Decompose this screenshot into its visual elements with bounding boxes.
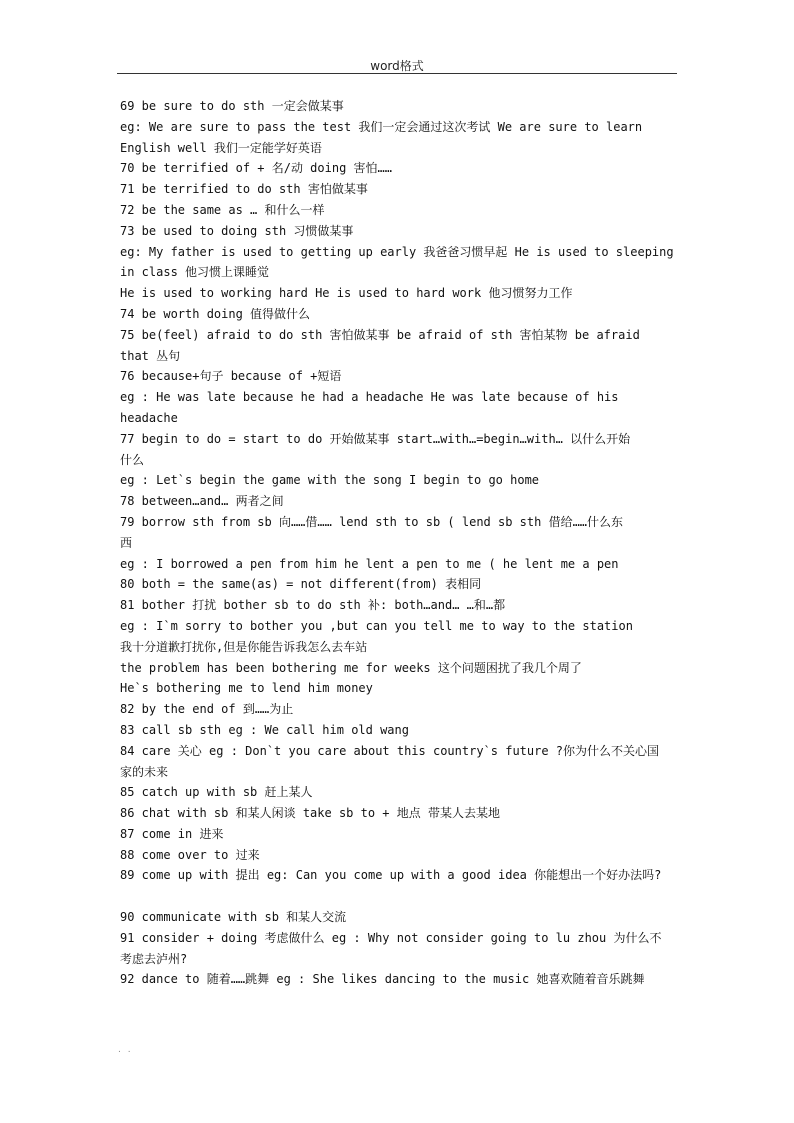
text-line: the problem has been bothering me for weeks 这个问题困扰了我几个周了 bbox=[120, 660, 582, 675]
text-line: 91 consider + doing 考虑做什么 eg : Why not consider going to lu zhou 为什么不 bbox=[120, 930, 662, 945]
text-line: 我十分道歉打扰你,但是你能告诉我怎么去车站 bbox=[120, 639, 368, 654]
text-line: 87 come in 进来 bbox=[120, 826, 224, 841]
text-line: eg: My father is used to getting up early 我爸爸习惯早起 He is used to sleeping bbox=[120, 244, 674, 259]
text-line: 83 call sb sth eg : We call him old wang bbox=[120, 722, 409, 737]
text-line: eg : He was late because he had a headache He was late because of his bbox=[120, 390, 619, 405]
text-line: 89 come up with 提出 eg: Can you come up with a good idea 你能想出一个好办法吗? bbox=[120, 868, 662, 883]
document-body bbox=[120, 96, 686, 990]
header-divider bbox=[117, 73, 677, 74]
text-line: 74 be worth doing 值得做什么 bbox=[120, 306, 311, 321]
text-line: 71 be terrified to do sth 害怕做某事 bbox=[120, 182, 368, 197]
text-line: English well 我们一定能学好英语 bbox=[120, 140, 322, 155]
text-line: 72 be the same as … 和什么一样 bbox=[120, 202, 325, 217]
blank-line bbox=[120, 886, 686, 907]
text-line: 70 be terrified of + 名/动 doing 害怕…… bbox=[120, 161, 392, 176]
text-line: He`s bothering me to lend him money bbox=[120, 681, 373, 696]
text-line: 84 care 关心 eg : Don`t you care about this country`s future ?你为什么不关心国 bbox=[120, 743, 660, 758]
footer-mark: . . bbox=[118, 1045, 133, 1055]
text-line: 78 between…and… 两者之间 bbox=[120, 494, 284, 509]
text-line: 76 because+句子 because of +短语 bbox=[120, 369, 342, 384]
text-line: 73 be used to doing sth 习惯做某事 bbox=[120, 223, 354, 238]
text-line: headache bbox=[120, 410, 178, 425]
text-line: in class 他习惯上课睡觉 bbox=[120, 265, 270, 280]
text-line: 85 catch up with sb 赶上某人 bbox=[120, 785, 313, 800]
text-line: 88 come over to 过来 bbox=[120, 847, 260, 862]
text-line: 家的未来 bbox=[120, 764, 169, 779]
page-header-title: word格式 bbox=[370, 59, 424, 73]
text-line: 考虑去泸州? bbox=[120, 951, 188, 966]
text-line: 82 by the end of 到……为止 bbox=[120, 702, 294, 717]
text-line: that 丛句 bbox=[120, 348, 181, 363]
text-line: 81 bother 打扰 bother sb to do sth 补: both…and… …和…都 bbox=[120, 598, 506, 613]
text-line: 西 bbox=[120, 535, 133, 550]
text-line: 79 borrow sth from sb 向……借…… lend sth to sb ( lend sb sth 借给……什么东 bbox=[120, 514, 624, 529]
text-line: 69 be sure to do sth 一定会做某事 bbox=[120, 99, 344, 113]
text-line: 86 chat with sb 和某人闲谈 take sb to + 地点 带某人去某地 bbox=[120, 806, 500, 821]
text-line: 什么 bbox=[120, 452, 145, 467]
text-line: eg : I`m sorry to bother you ,but can you tell me to way to the station bbox=[120, 618, 633, 633]
text-line: eg : I borrowed a pen from him he lent a pen to me ( he lent me a pen bbox=[120, 556, 619, 571]
text-line: 90 communicate with sb 和某人交流 bbox=[120, 910, 347, 925]
text-line: He is used to working hard He is used to hard work 他习惯努力工作 bbox=[120, 286, 573, 301]
text-line: eg : Let`s begin the game with the song I begin to go home bbox=[120, 473, 540, 488]
text-line: eg: We are sure to pass the test 我们一定会通过这次考试 We are sure to learn bbox=[120, 119, 643, 134]
text-line: 75 be(feel) afraid to do sth 害怕做某事 be afraid of sth 害怕某物 be afraid bbox=[120, 327, 640, 342]
text-line: 80 both = the same(as) = not different(from) 表相同 bbox=[120, 577, 482, 592]
text-line: 77 begin to do = start to do 开始做某事 start…with…=begin…with… 以什么开始 bbox=[120, 431, 631, 446]
text-line: 92 dance to 随着……跳舞 eg : She likes dancing to the music 她喜欢随着音乐跳舞 bbox=[120, 972, 645, 987]
